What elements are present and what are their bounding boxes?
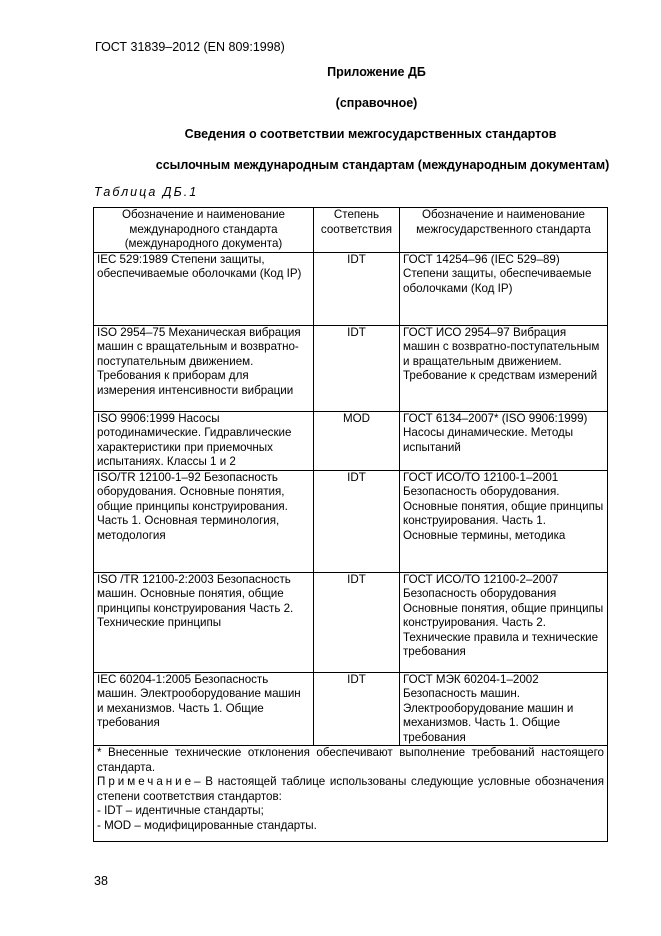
cell-international: ISO 2954–75 Механическая вибрация машин с вращательным и возвратно-поступательным движением. Требования к приборам для измерения интенсивности вибрации xyxy=(94,325,314,411)
appendix-heading-line2: ссылочным международным стандартам (международным документам) xyxy=(155,158,610,172)
standards-table xyxy=(93,207,608,842)
appendix-heading-line1: Сведения о соответствии межгосударственных стандартов xyxy=(184,127,557,141)
cell-interstate: ГОСТ 6134–2007* (ISO 9906:1999) Насосы динамические. Методы испытаний xyxy=(400,411,608,470)
appendix-title: Приложение ДБ xyxy=(327,65,426,79)
cell-interstate: ГОСТ ИСО/ТО 12100-1–2001 Безопасность оборудования. Основные понятия, общие принципы конструирования. Часть 1. Основные термины, методика xyxy=(400,470,608,572)
table-row xyxy=(94,672,608,746)
document-header: ГОСТ 31839–2012 (EN 809:1998) xyxy=(95,40,285,54)
cell-international: ISO/TR 12100-1–92 Безопасность оборудования. Основные понятия, общие принципы конструирования. Часть 1. Основная терминология, методология xyxy=(94,470,314,572)
cell-degree: MOD xyxy=(314,411,400,470)
cell-international: ISO 9906:1999 Насосы ротодинамические. Гидравлические характеристики при приемочных испытаниях. Классы 1 и 2 xyxy=(94,411,314,470)
cell-interstate: ГОСТ 14254–96 (IEC 529–89) Степени защиты, обеспечиваемые оболочками (Код IP) xyxy=(400,252,608,325)
table-footnote: * Внесенные технические отклонения обеспечивают выполнение требований настоящего стандарта. xyxy=(97,746,604,774)
note-item: - MOD – модифицированные стандарты. xyxy=(97,818,317,832)
cell-degree: IDT xyxy=(314,252,400,325)
note-text: – В настоящей таблице использованы следующие условные обозначения степени соответствия стандартов: xyxy=(97,775,604,803)
cell-interstate: ГОСТ ИСО 2954–97 Вибрация машин с возвратно-поступательным и вращательным движением. Требование к средствам измерений xyxy=(400,325,608,411)
table-row xyxy=(94,325,608,411)
cell-international: ISO /TR 12100-2:2003 Безопасность машин. Основные понятия, общие принципы конструирования Часть 2. Технические принципы xyxy=(94,572,314,672)
table-row xyxy=(94,252,608,325)
appendix-subtitle: (справочное) xyxy=(335,96,418,110)
table-row xyxy=(94,470,608,572)
cell-degree: IDT xyxy=(314,470,400,572)
cell-degree: IDT xyxy=(314,572,400,672)
table-note xyxy=(97,775,604,804)
cell-international: IEC 60204-1:2005 Безопасность машин. Электрооборудование машин и механизмов. Часть 1. Общие требования xyxy=(94,672,314,746)
note-label: Примечание xyxy=(97,775,195,788)
note-item: - IDT – идентичные стандарты; xyxy=(97,804,264,817)
table-row xyxy=(94,572,608,672)
page-number: 38 xyxy=(94,874,108,888)
table-header-row xyxy=(94,208,608,253)
table-notes-row xyxy=(94,746,608,842)
cell-degree: IDT xyxy=(314,672,400,746)
table-notes xyxy=(94,746,608,842)
table-caption: Таблица ДБ.1 xyxy=(94,185,199,199)
table-row xyxy=(94,411,608,470)
header-interstate: Обозначение и наименование межгосударственного стандарта xyxy=(400,208,608,253)
header-degree: Степень соответствия xyxy=(314,208,400,253)
cell-interstate: ГОСТ МЭК 60204-1–2002 Безопасность машин. Электрооборудование машин и механизмов. Часть 1. Общие требования xyxy=(400,672,608,746)
cell-degree: IDT xyxy=(314,325,400,411)
cell-international: IEC 529:1989 Степени защиты, обеспечиваемые оболочками (Код IP) xyxy=(94,252,314,325)
cell-interstate: ГОСТ ИСО/ТО 12100-2–2007 Безопасность оборудования Основные понятия, общие принципы конструирования. Часть 2. Технические правила и технические требования xyxy=(400,572,608,672)
header-international: Обозначение и наименование международного стандарта (международного документа) xyxy=(94,208,314,253)
